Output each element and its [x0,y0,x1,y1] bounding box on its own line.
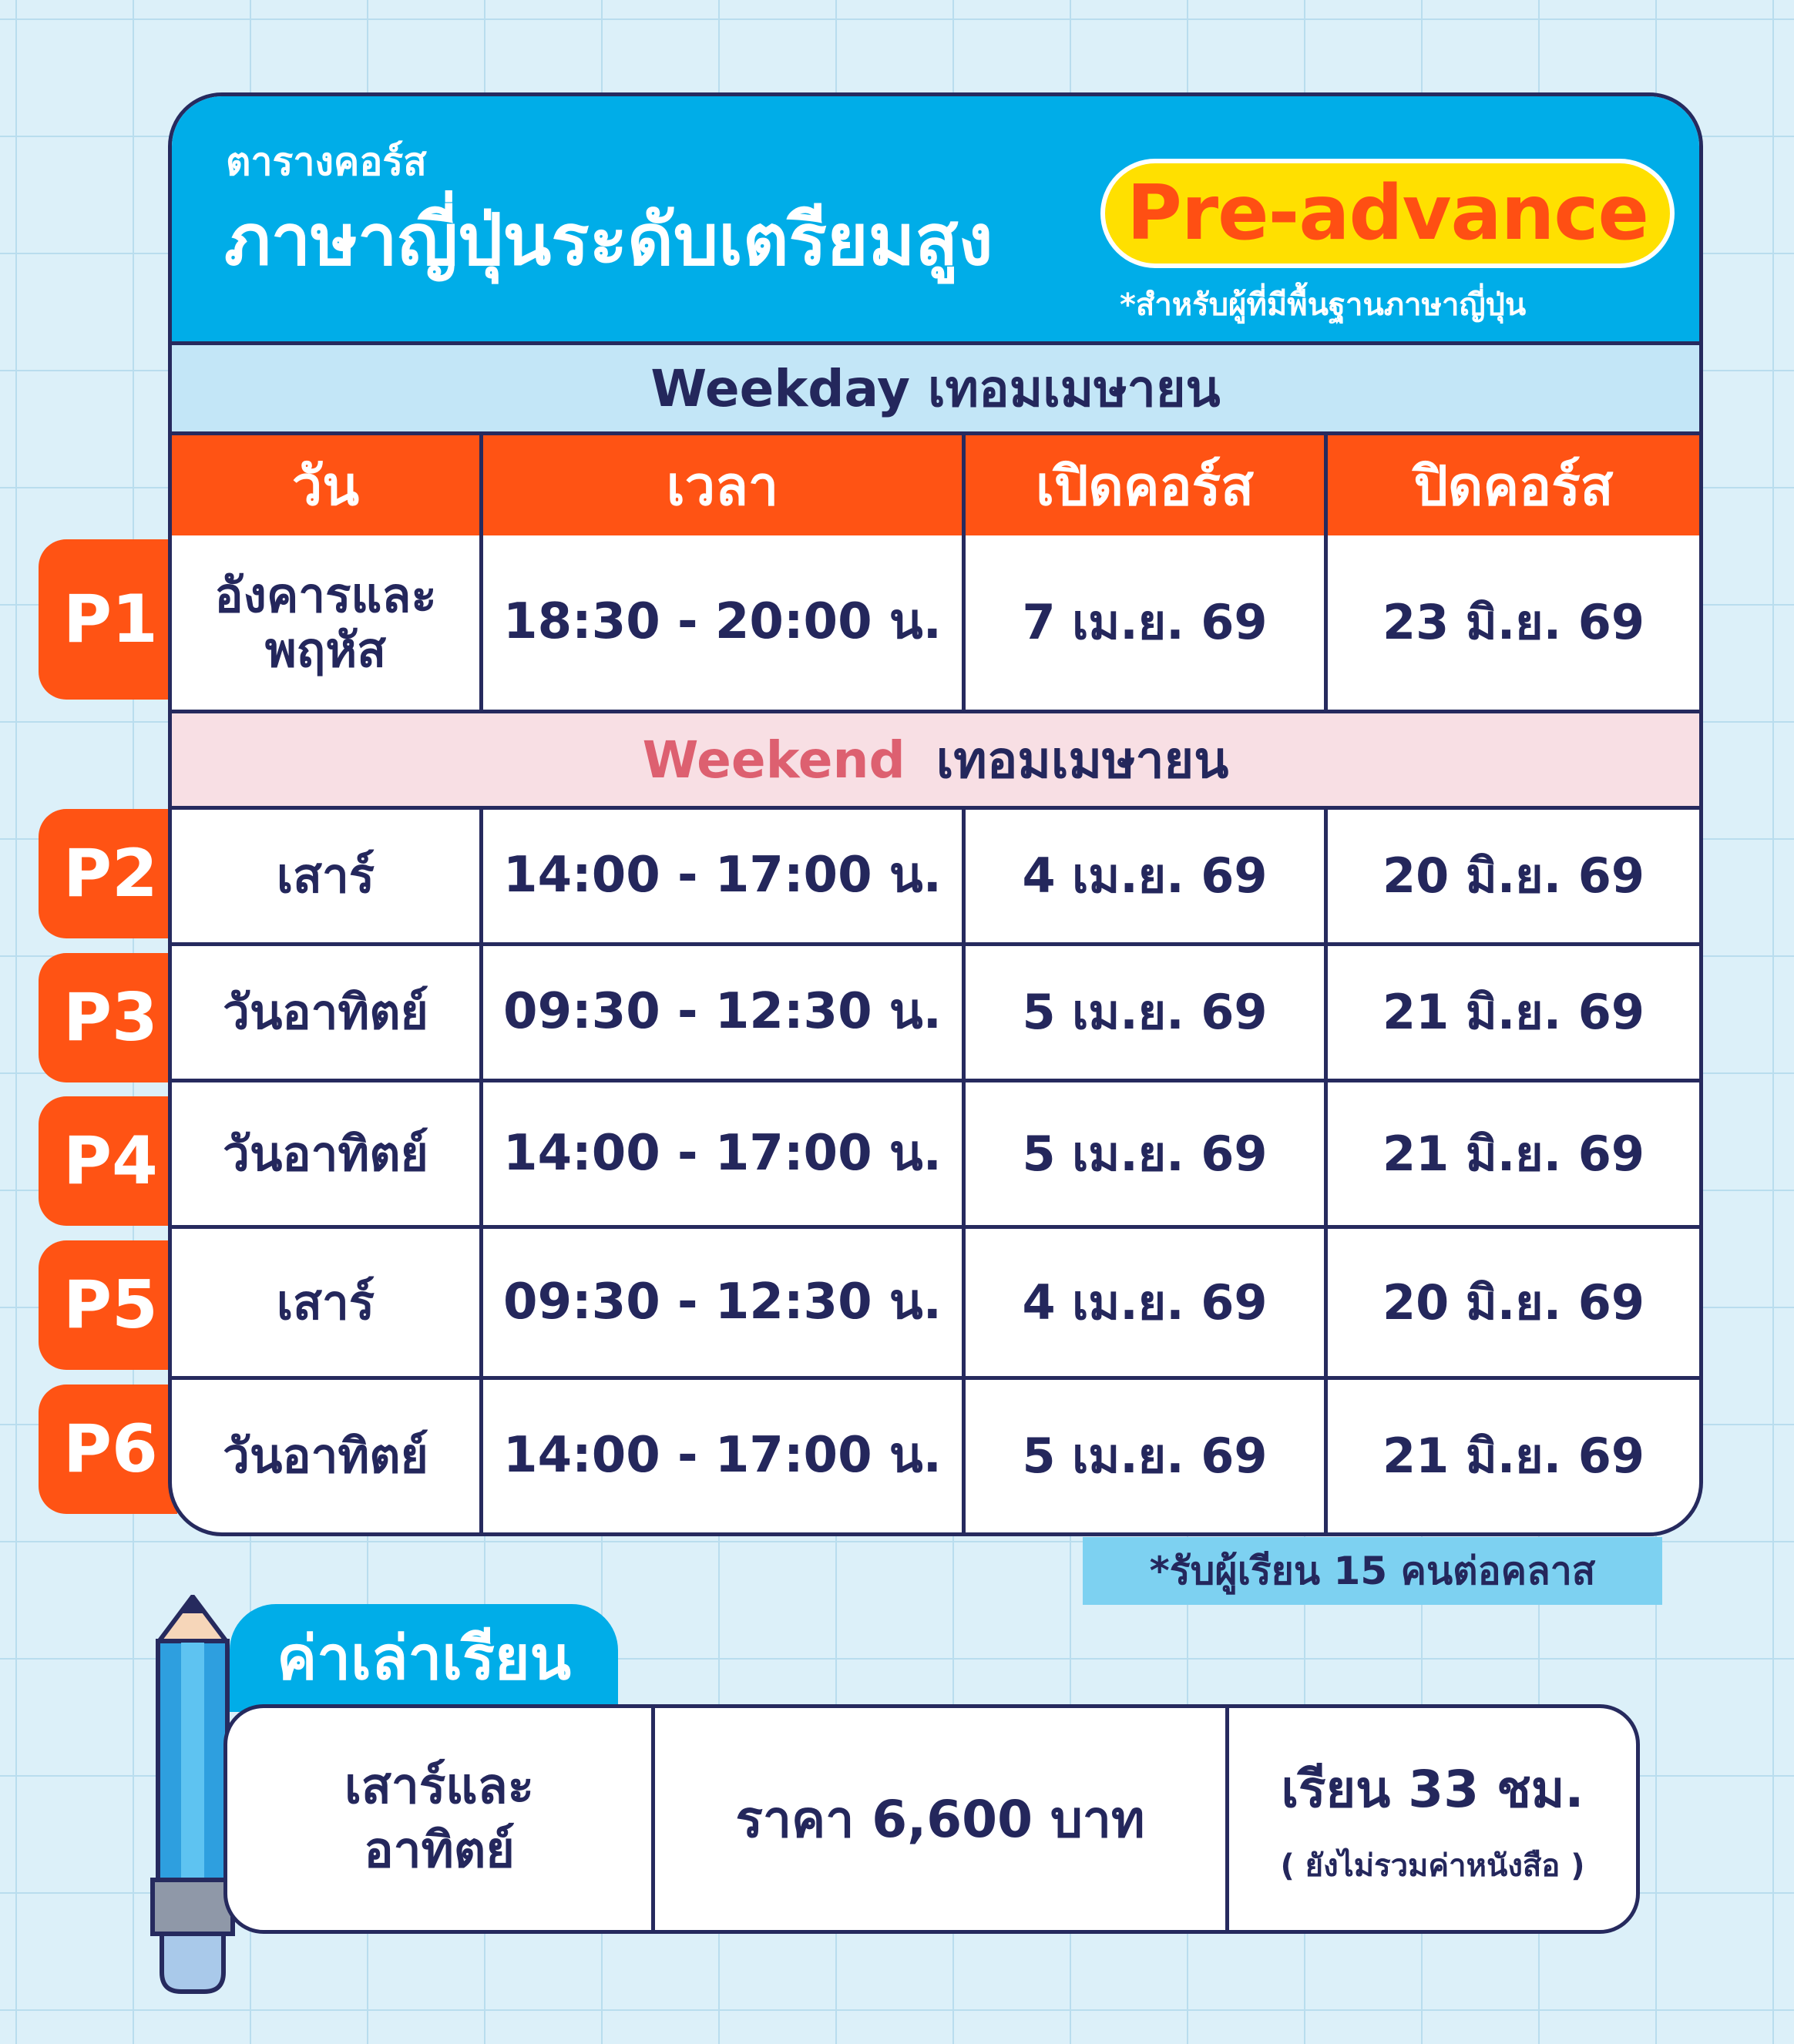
weekday-band [172,341,1699,435]
fee-hours: เรียน 33 ชม. [1281,1759,1584,1819]
cell-close: 20 มิ.ย. 69 [1382,1274,1645,1331]
fee-days: เสาร์และ อาทิตย์ [227,1708,655,1930]
table-row [172,1082,1699,1229]
fee-price: ราคา 6,600 บาท [655,1708,1229,1930]
column-day: วัน [172,435,483,535]
table-row [172,1229,1699,1380]
tag-p4: P4 [39,1096,177,1226]
cell-open: 4 เม.ย. 69 [966,1229,1328,1376]
column-close: ปิดคอร์ส [1413,454,1614,518]
table-row [172,810,1699,946]
header-small-title: ตารางคอร์ส [226,139,427,184]
table-row [172,946,1699,1082]
level-badge: Pre-advance [1100,159,1675,268]
tag-p1: P1 [39,539,177,700]
header [172,96,1699,341]
table-row [172,535,1699,710]
capacity-note: *รับผู้เรียน 15 คนต่อคลาส [1083,1537,1662,1605]
weekend-label: เทอมเมษายน [936,730,1229,790]
cell-time: 14:00 - 17:00 น. [483,1082,966,1225]
weekday-label: Weekday เทอมเมษายน [650,358,1221,418]
fee-hours-cell [1229,1708,1636,1930]
fee-box [223,1704,1640,1934]
cell-close: 23 มิ.ย. 69 [1382,594,1645,651]
cell-day: วันอาทิตย์ [172,1082,483,1225]
cell-open: 7 เม.ย. 69 [966,535,1328,710]
cell-time: 09:30 - 12:30 น. [483,946,966,1079]
cell-day: วันอาทิตย์ [172,946,483,1079]
table-row [172,1380,1699,1532]
column-open: เปิดคอร์ส [966,435,1328,535]
cell-day: วันอาทิตย์ [172,1380,483,1532]
cell-time: 18:30 - 20:00 น. [483,535,966,710]
header-note: *สำหรับผู้ที่มีพื้นฐานภาษาญี่ปุ่น [1120,287,1527,323]
tag-p3: P3 [39,953,177,1082]
cell-time: 14:00 - 17:00 น. [483,1380,966,1532]
cell-day: เสาร์ [172,1229,483,1376]
cell-time: 14:00 - 17:00 น. [483,810,966,942]
weekend-word: Weekend [642,730,905,790]
cell-close: 20 มิ.ย. 69 [1382,847,1645,905]
cell-close: 21 มิ.ย. 69 [1382,1428,1645,1485]
tag-p6: P6 [39,1384,177,1514]
cell-close: 21 มิ.ย. 69 [1382,1125,1645,1182]
weekend-band [172,710,1699,810]
tag-p2: P2 [39,809,177,938]
column-header-row [172,435,1699,535]
tag-p5: P5 [39,1240,177,1370]
cell-open: 4 เม.ย. 69 [966,810,1328,942]
cell-open: 5 เม.ย. 69 [966,1380,1328,1532]
cell-time: 09:30 - 12:30 น. [483,1229,966,1376]
schedule-card [168,92,1703,1536]
cell-open: 5 เม.ย. 69 [966,1082,1328,1225]
fee-title-tab: ค่าเล่าเรียน [230,1604,618,1712]
header-title: ภาษาญี่ปุ่นระดับเตรียมสูง [224,199,993,281]
cell-day: อังคารและ พฤหัส [172,535,483,710]
cell-close: 21 มิ.ย. 69 [1382,984,1645,1041]
fee-hours-note: ( ยังไม่รวมค่าหนังสือ ) [1280,1848,1585,1884]
cell-day: เสาร์ [172,810,483,942]
cell-open: 5 เม.ย. 69 [966,946,1328,1079]
column-time: เวลา [483,435,966,535]
